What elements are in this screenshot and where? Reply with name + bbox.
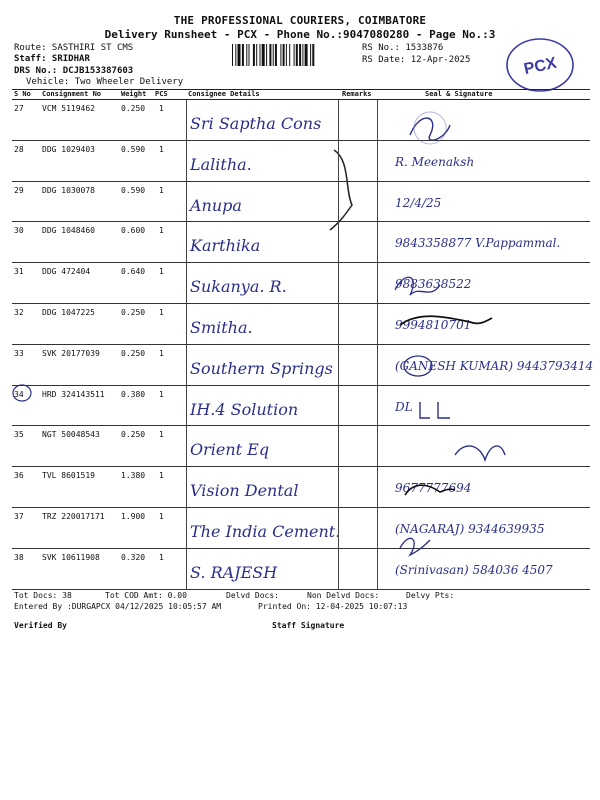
barcode-bar — [275, 44, 277, 66]
col-sno: S No — [14, 90, 31, 98]
seal-handwriting: (NAGARAJ) 9344639935 — [395, 522, 545, 536]
rs-date: RS Date: 12-Apr-2025 — [362, 55, 471, 65]
barcode-bar — [296, 44, 298, 66]
cell-sno: 28 — [14, 144, 24, 154]
barcode-bar — [232, 44, 233, 66]
column-divider — [186, 100, 187, 590]
col-seal: Seal & Signature — [425, 90, 493, 98]
table-row — [12, 182, 590, 223]
cell-pcs: 1 — [159, 104, 164, 113]
barcode-bar — [260, 44, 261, 66]
barcode-bar — [262, 44, 265, 66]
delivered-docs: Delvd Docs: — [226, 591, 279, 600]
cell-pcs: 1 — [159, 430, 164, 440]
consignee-handwriting: S. RAJESH — [190, 562, 278, 582]
delivery-points: Delvy Pts: — [406, 591, 455, 600]
table-row — [12, 386, 590, 427]
consignee-handwriting: Sri Saptha Cons — [190, 114, 322, 133]
cell-pcs: 1 — [159, 144, 164, 154]
seal-handwriting: 9677777694 — [395, 481, 472, 496]
cell-sno: 35 — [14, 430, 24, 440]
cell-weight: 0.590 — [121, 185, 146, 195]
cell-sno: 36 — [14, 471, 24, 481]
cell-cons: SVK 10611908 — [42, 552, 100, 562]
column-divider — [338, 100, 339, 590]
consignee-handwriting: Vision Dental — [190, 481, 299, 501]
cell-weight: 0.380 — [121, 389, 146, 399]
cell-cons: DDG 472404 — [42, 267, 91, 277]
consignee-handwriting: Smitha. — [190, 318, 253, 337]
cell-weight: 0.250 — [121, 348, 146, 358]
route-label: Route: SASTHIRI ST CMS — [14, 43, 134, 53]
cell-sno: 38 — [14, 552, 24, 562]
total-docs: Tot Docs: 38 — [14, 591, 72, 600]
cell-weight: 1.380 — [121, 471, 146, 481]
cell-cons: SVK 20177039 — [42, 348, 100, 358]
cell-cons: DDG 1030078 — [42, 185, 95, 195]
col-consignee: Consignee Details — [188, 90, 260, 98]
cell-cons: DDG 1047225 — [42, 308, 95, 317]
barcode-bar — [235, 44, 236, 66]
column-divider — [377, 100, 378, 590]
seal-handwriting: 9883638522 — [395, 277, 472, 292]
column-header-row — [12, 90, 590, 99]
cell-sno: 31 — [14, 267, 24, 277]
barcode-bar — [266, 44, 267, 66]
cell-weight: 0.250 — [121, 308, 146, 317]
cell-cons: DDG 1029403 — [42, 144, 95, 154]
cell-pcs: 1 — [159, 185, 164, 195]
barcode-bar — [302, 44, 303, 66]
table-row — [12, 304, 590, 345]
barcode-bar — [294, 44, 295, 66]
consignee-handwriting: Southern Springs — [190, 358, 333, 378]
pcx-stamp — [504, 36, 576, 94]
col-remarks: Remarks — [342, 90, 372, 98]
consignee-handwriting: Lalitha. — [190, 154, 252, 174]
consignee-handwriting: Karthika — [190, 236, 261, 256]
barcode-bar — [242, 44, 244, 66]
consignee-handwriting: The India Cement. — [190, 522, 341, 541]
seal-handwriting: 12/4/25 — [395, 195, 442, 210]
table-row — [12, 467, 590, 508]
cell-weight: 1.900 — [121, 512, 146, 521]
total-cod: Tot COD Amt: 0.00 — [105, 591, 187, 600]
cell-cons: TVL 8601519 — [42, 471, 95, 481]
staff-signature: Staff Signature — [272, 621, 345, 630]
cell-pcs: 1 — [159, 552, 164, 562]
cell-sno: 32 — [14, 308, 24, 317]
cell-pcs: 1 — [159, 512, 164, 521]
cell-sno: 29 — [14, 185, 24, 195]
barcode-bar — [256, 44, 257, 66]
cell-weight: 0.320 — [121, 552, 146, 562]
table-row — [12, 263, 590, 304]
cell-sno: 27 — [14, 104, 24, 113]
barcode-bar — [280, 44, 281, 66]
barcode — [232, 44, 354, 66]
cell-sno: 37 — [14, 512, 24, 521]
table-row — [12, 222, 590, 263]
barcode-bar — [253, 44, 255, 66]
table-row — [12, 508, 590, 549]
company-title: THE PROFESSIONAL COURIERS, COIMBATORE — [173, 14, 427, 27]
seal-handwriting: 9843358877 V.Pappammal. — [395, 236, 561, 251]
drs-number: DRS No.: DCJB153387603 — [14, 66, 134, 76]
entered-by: Entered By :DURGAPCX 04/12/2025 10:05:57 AM — [14, 602, 222, 611]
seal-handwriting: (GANESH KUMAR) 9443793414 — [395, 358, 594, 373]
barcode-bar — [269, 44, 271, 66]
cell-pcs: 1 — [159, 308, 164, 317]
consignee-handwriting: IH.4 Solution — [190, 399, 299, 419]
seal-handwriting: R. Meenaksh — [395, 154, 475, 169]
barcode-bar — [286, 44, 287, 66]
cell-pcs: 1 — [159, 471, 164, 481]
staff-label: Staff: SRIDHAR — [14, 54, 90, 64]
runsheet-subtitle: Delivery Runsheet - PCX - Phone No.:9047080280 - Page No.:3 — [104, 28, 496, 41]
stamp-text: PCX — [522, 54, 559, 79]
cell-sno: 30 — [14, 226, 24, 236]
cell-pcs: 1 — [159, 389, 164, 399]
cell-weight: 0.250 — [121, 104, 146, 113]
barcode-bar — [283, 44, 285, 66]
cell-cons: HRD 324143511 — [42, 389, 105, 399]
col-weight: Weight — [121, 90, 147, 98]
barcode-bar — [246, 44, 247, 66]
rs-number: RS No.: 1533876 — [362, 43, 444, 53]
cell-sno: 33 — [14, 348, 24, 358]
seal-handwriting: 9994810701 — [395, 318, 472, 332]
barcode-bar — [249, 44, 250, 66]
cell-cons: DDG 1048460 — [42, 226, 95, 236]
cell-pcs: 1 — [159, 267, 164, 277]
seal-handwriting: (Srinivasan) 584036 4507 — [395, 562, 553, 577]
col-consignment: Consignment No — [42, 90, 102, 98]
consignee-handwriting: Anupa — [190, 195, 242, 215]
table-row — [12, 549, 590, 590]
cell-weight: 0.590 — [121, 144, 146, 154]
barcode-bar — [312, 44, 314, 66]
cell-pcs: 1 — [159, 348, 164, 358]
printed-on: Printed On: 12-04-2025 10:07:13 — [258, 602, 408, 611]
cell-weight: 0.640 — [121, 267, 146, 277]
verified-by: Verified By — [14, 621, 67, 630]
seal-handwriting: DL — [395, 399, 413, 414]
cell-cons: VCM 5119462 — [42, 104, 95, 113]
cell-sno: 34 — [14, 389, 24, 399]
barcode-bar — [273, 44, 274, 66]
table-row — [12, 426, 590, 467]
table-row — [12, 141, 590, 182]
consignee-handwriting: Sukanya. R. — [190, 277, 287, 297]
barcode-bar — [299, 44, 301, 66]
barcode-bar — [289, 44, 290, 66]
cell-cons: TRZ 220017171 — [42, 512, 105, 521]
non-delivered-docs: Non Delvd Docs: — [307, 591, 380, 600]
barcode-bar — [238, 44, 241, 66]
cell-cons: NGT 50048543 — [42, 430, 100, 440]
table-row — [12, 345, 594, 386]
cell-weight: 0.600 — [121, 226, 146, 236]
col-pcs: PCS — [155, 90, 168, 98]
cell-weight: 0.250 — [121, 430, 146, 440]
table-row — [12, 100, 590, 141]
barcode-bar — [305, 44, 308, 66]
cell-pcs: 1 — [159, 226, 164, 236]
barcode-bar — [310, 44, 311, 66]
vehicle-label: Vehicle: Two Wheeler Delivery — [26, 77, 184, 87]
consignee-handwriting: Orient Eq — [190, 440, 270, 460]
